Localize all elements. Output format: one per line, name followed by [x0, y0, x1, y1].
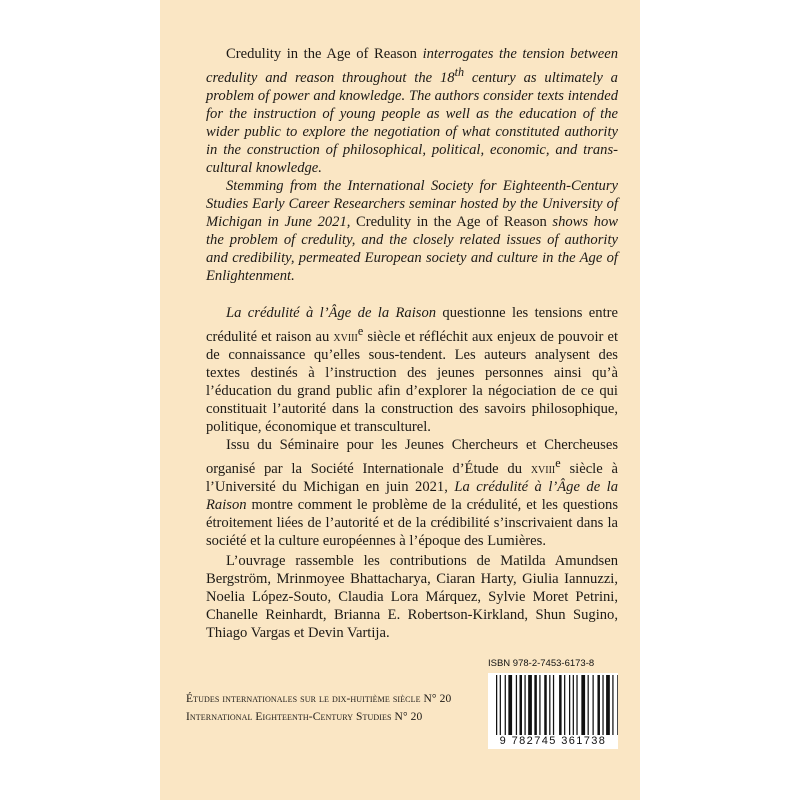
barcode-bar: [505, 675, 506, 735]
barcode-bar: [528, 675, 532, 735]
english-paragraph-1: [206, 45, 618, 177]
barcode-bar: [553, 675, 554, 735]
barcode-bar: [549, 675, 550, 735]
barcode-bar: [617, 675, 618, 735]
isbn-label: ISBN 978-2-7453-6173-8: [488, 658, 595, 669]
blurb-text: montre comment le problème de la crédulité, et les questions étroitement liées de l’autorité et de la crédibilité s’inscrivaient dans la société et la culture européennes à l’époque des Lumières.: [206, 496, 618, 549]
blurb-text: questionne les tensions entre crédulité et raison au: [206, 305, 618, 345]
french-paragraph-2: [206, 436, 618, 550]
barcode-bar: [573, 675, 574, 735]
blurb-text: Issu du Séminaire pour les Jeunes Chercheurs et Chercheuses organisé par la Société Internationale d’Étude du: [206, 436, 618, 477]
english-blurb: [206, 45, 618, 285]
book-back-cover: [160, 0, 640, 800]
barcode-bar: [606, 675, 610, 735]
blurb-text: century as ultimately a problem of power and knowledge. The authors consider texts intended for the instruction of young people as well as the education of the wider public to explore the negotiation of what constituted authority in the construction of philosophical, political, economic, and trans-cultural knowledge.: [206, 69, 618, 176]
barcode: [488, 673, 618, 749]
barcode-digits: 9 782745 361738: [488, 735, 618, 747]
series-title-french: Études internationales sur le dix-huitième siècle N° 20: [186, 693, 452, 705]
barcode-bar: [520, 675, 523, 735]
barcode-bar: [559, 675, 562, 735]
book-title: La crédulité à l’Âge de la Raison: [226, 305, 437, 321]
barcode-bar: [569, 675, 570, 735]
blurb-text: interrogates the tension between credulity and reason throughout the 18: [206, 46, 618, 86]
barcode-bar: [602, 675, 603, 735]
barcode-bar: [588, 675, 589, 735]
barcode-bar: [524, 675, 525, 735]
contributors-paragraph: L’ouvrage rassemble les contributions de Matilda Amundsen Bergström, Mrinmoyee Bhattacharya, Ciaran Harty, Giulia Iannuzzi, Noelia López-Souto, Claudia Lora Márquez, Sylvie Moret Petrini, Chanelle Reinhardt, Brianna E. Robertson-Kirkland, Shun Sugino, Thiago Vargas et Devin Vartija.: [206, 553, 618, 641]
barcode-bars: [488, 673, 618, 735]
french-paragraph-1: [206, 304, 618, 436]
series-info: [186, 690, 451, 726]
french-blurb: [206, 304, 618, 550]
book-title: Credulity in the Age of Reason: [355, 213, 547, 230]
blurb-text: siècle à l’Université du Michigan en juin 2021,: [206, 460, 618, 495]
english-paragraph-2: [206, 177, 618, 285]
barcode-bar: [593, 675, 594, 735]
century-numeral: xviii: [530, 460, 556, 477]
barcode-bar: [534, 675, 537, 735]
barcode-bar: [508, 675, 512, 735]
book-title: Credulity in the Age of Reason: [226, 46, 417, 62]
barcode-bar: [539, 675, 540, 735]
barcode-bar: [544, 675, 547, 735]
blurb-text: shows how the problem of credulity, and the closely related issues of authority and credibility, permeated European society and culture in the Age of Enlightenment.: [206, 213, 618, 284]
book-title: La crédulité à l’Âge de la Raison: [206, 478, 618, 513]
century-suffix: e: [555, 455, 561, 470]
barcode-bar: [597, 675, 600, 735]
barcode-bar: [516, 675, 517, 735]
ordinal-suffix: th: [454, 65, 465, 79]
blurb-text: Stemming from the International Society for Eighteenth-Century Studies Early Career Researchers seminar hosted by the University of Michigan in June 2021,: [206, 177, 618, 230]
century-numeral: xviii: [333, 328, 358, 345]
barcode-bar: [612, 675, 613, 735]
series-title-english: International Eighteenth-Century Studies N° 20: [186, 711, 423, 723]
barcode-bar: [500, 675, 501, 735]
century-suffix: e: [357, 324, 364, 338]
blurb-text: siècle et réfléchit aux enjeux de pouvoir et de connaissance qu’elles sous-tendent. Les auteurs analysent des textes destinés à l’instruction des jeunes personnes ainsi qu’à l’éducation du grand public afin d’explorer la négociation de ce qui constituait l’autorité dans la construction des savoirs philosophique, politique, économique et transculturel.: [206, 328, 618, 435]
isbn-block: [488, 658, 618, 749]
barcode-bar: [564, 675, 565, 735]
barcode-bar: [576, 675, 577, 735]
contributors-list: [206, 552, 618, 642]
barcode-bar: [581, 675, 585, 735]
barcode-bar: [496, 675, 497, 735]
